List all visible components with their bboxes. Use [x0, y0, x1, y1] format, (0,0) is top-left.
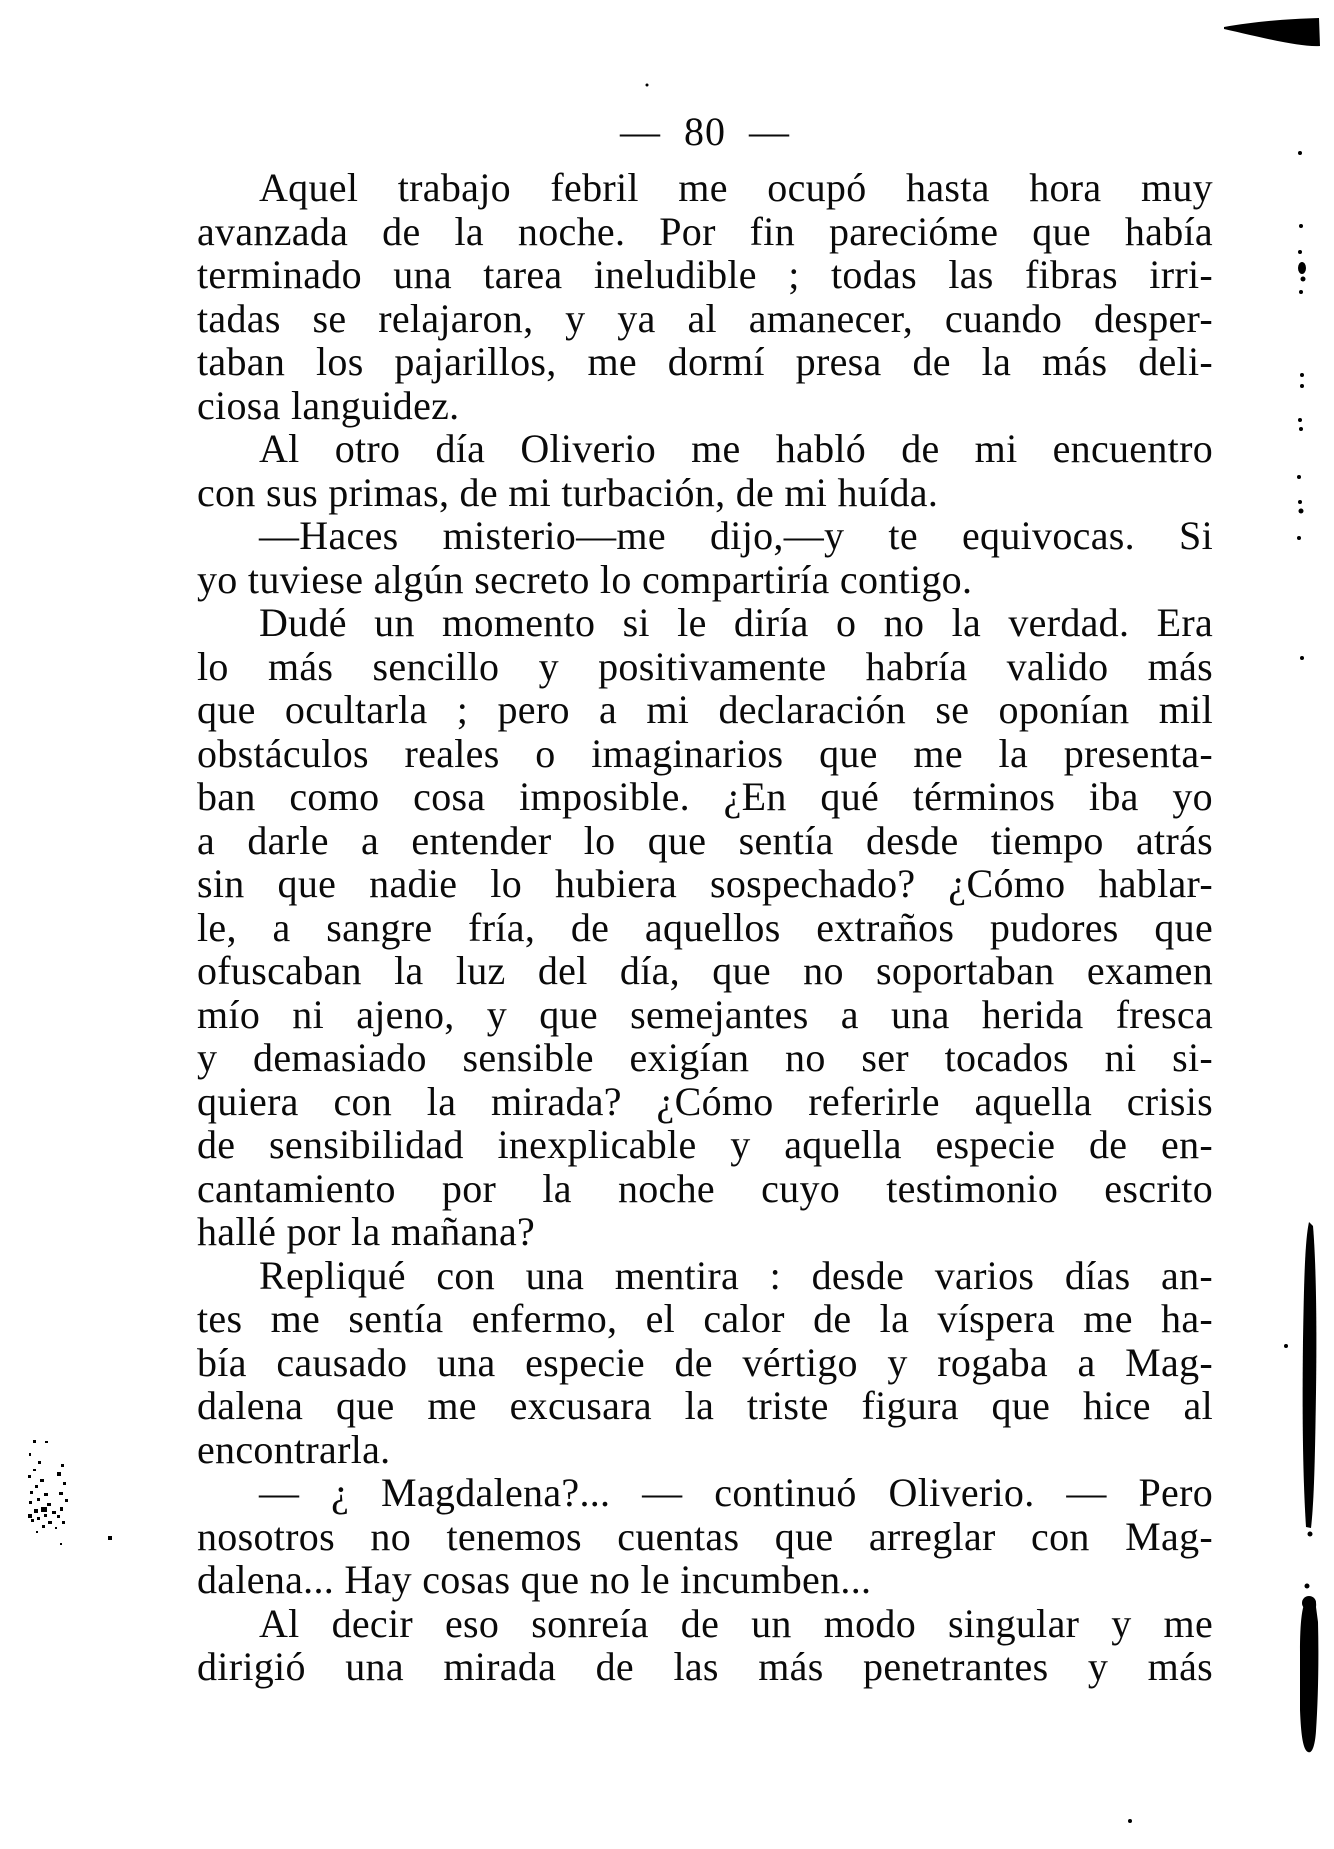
- text-line: tadas se relajaron, y ya al amanecer, cuando desper-: [197, 295, 1213, 341]
- text-line: — ¿ Magdalena?... — continuó Oliverio. — Pero: [259, 1470, 1213, 1515]
- text-line: bía causado una especie de vértigo y rogaba a Mag-: [197, 1339, 1213, 1385]
- corner-ink-wedge-artifact: [1224, 18, 1320, 46]
- text-line: dirigió una mirada de las más penetrantes y más: [197, 1644, 1213, 1689]
- text-line: Dudé un momento si le diría o no la verdad. Era: [259, 600, 1213, 645]
- text-line: —Haces misterio—me dijo,—y te equivocas. Si: [259, 513, 1213, 558]
- text-line: Aquel trabajo febril me ocupó hasta hora muy: [259, 165, 1213, 210]
- ink-knob-artifact: [1302, 1596, 1316, 1610]
- text-line: con sus primas, de mi turbación, de mi huída.: [197, 469, 939, 515]
- text-line: yo tuviese algún secreto lo compartiría contigo.: [197, 556, 973, 602]
- text-line: dalena... Hay cosas que no le incumben...: [197, 1557, 872, 1602]
- text-line: Repliqué con una mentira : desde varios días an-: [259, 1252, 1213, 1298]
- text-line: nosotros no tenemos cuentas que arreglar con Mag-: [197, 1513, 1213, 1559]
- text-line: que ocultarla ; pero a mi declaración se oponían mil: [197, 687, 1213, 732]
- ink-streak-artifact-2: [1300, 1597, 1318, 1752]
- text-line: sin que nadie lo hubiera sospechado? ¿Cómo hablar-: [197, 861, 1213, 906]
- text-line: cantamiento por la noche cuyo testimonio escrito: [197, 1165, 1213, 1211]
- text-line: ciosa languidez.: [197, 382, 460, 428]
- text-line: ofuscaban la luz del día, que no soportaban examen: [197, 948, 1213, 993]
- text-line: a darle a entender lo que sentía desde tiempo atrás: [197, 817, 1213, 863]
- left-margin-smudge: [28, 1440, 112, 1545]
- text-body: [197, 166, 1213, 1689]
- text-line: ban como cosa imposible. ¿En qué términos iba yo: [197, 774, 1213, 819]
- ink-streak-artifact-1: [1303, 1222, 1317, 1528]
- text-line: terminado una tarea ineludible ; todas las fibras irri-: [197, 252, 1213, 297]
- text-line: quiera con la mirada? ¿Cómo referirle aquella crisis: [197, 1078, 1213, 1124]
- ink-dot-artifact: [1308, 1532, 1313, 1537]
- text-line: Al otro día Oliverio me habló de mi encuentro: [259, 426, 1213, 471]
- text-line: dalena que me excusara la triste figura que hice al: [197, 1383, 1213, 1428]
- text-line: y demasiado sensible exigían no ser tocados ni si-: [197, 1035, 1213, 1080]
- text-line: le, a sangre fría, de aquellos extraños pudores que: [197, 904, 1213, 950]
- text-line: mío ni ajeno, y que semejantes a una herida fresca: [197, 991, 1213, 1037]
- text-line: tes me sentía enfermo, el calor de la víspera me ha-: [197, 1296, 1213, 1341]
- text-line: avanzada de la noche. Por fin parecióme que había: [197, 208, 1213, 254]
- text-line: hallé por la mañana?: [197, 1209, 536, 1254]
- text-line: obstáculos reales o imaginarios que me la presenta-: [197, 730, 1213, 776]
- text-line: Al decir eso sonreía de un modo singular y me: [259, 1600, 1213, 1646]
- text-line: lo más sencillo y positivamente habría valido más: [197, 643, 1213, 689]
- text-line: encontrarla.: [197, 1426, 391, 1472]
- text-line: de sensibilidad inexplicable y aquella especie de en-: [197, 1122, 1213, 1167]
- page-number: — 80 —: [620, 109, 790, 154]
- text-line: taban los pajarillos, me dormí presa de la más deli-: [197, 339, 1213, 384]
- ink-dot-artifact: [1305, 1584, 1310, 1589]
